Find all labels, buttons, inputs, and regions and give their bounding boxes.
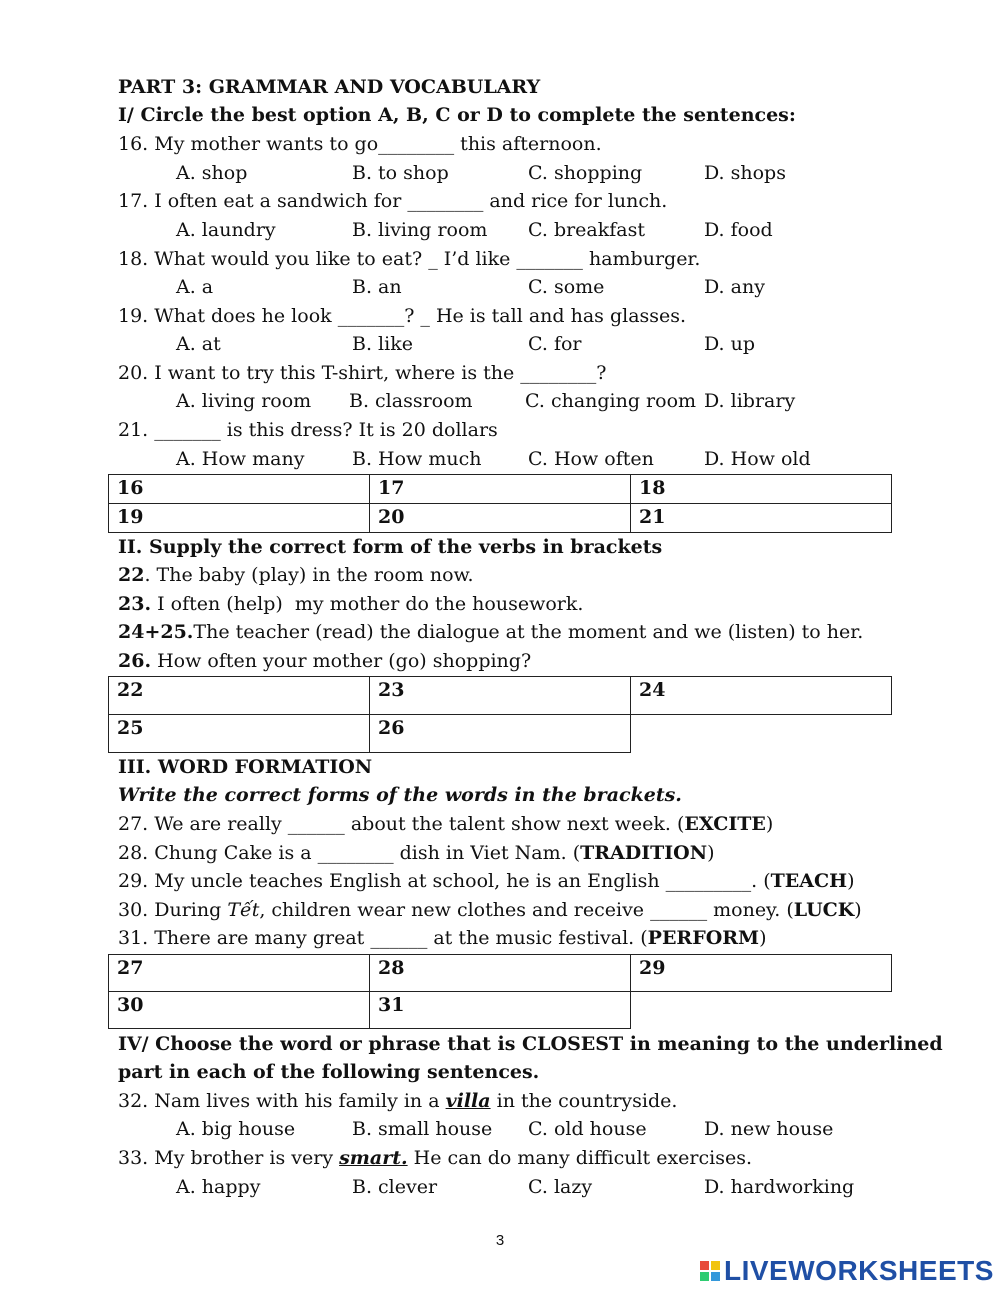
item-text: 31. There are many great ______ at the music festival. ( [118,927,648,949]
answer-cell-22[interactable]: 22 [109,677,370,715]
empty-cell [631,715,892,753]
item-text: 28. Chung Cake is a ________ dish in Viet Nam. ( [118,842,581,864]
answer-cell-19[interactable]: 19 [109,504,370,533]
page-number: 3 [495,1232,505,1249]
answer-cell-20[interactable]: 20 [370,504,631,533]
question-33 [118,1145,752,1171]
question-18: 18. What would you like to eat? _ I’d like _______ hamburger. [118,248,701,270]
italic-word: Tết [227,899,260,921]
word-item-30 [118,897,862,923]
item-end: ) [765,813,774,835]
option-19-d[interactable]: D. up [704,333,756,355]
item-text: 27. We are really ______ about the talent show next week. ( [118,813,685,835]
option-20-c[interactable]: C. changing room [525,390,697,412]
section3-heading: III. WORD FORMATION [118,756,373,778]
question-post: He can do many difficult exercises. [407,1147,752,1169]
option-18-b[interactable]: B. an [352,276,402,298]
root-word: EXCITE [684,813,766,835]
verb-item-22 [118,562,474,588]
answer-cell-24[interactable]: 24 [631,677,892,715]
answer-cell-18[interactable]: 18 [631,475,892,504]
question-pre: 33. My brother is very [118,1147,340,1169]
question-17: 17. I often eat a sandwich for ________ and rice for lunch. [118,190,668,212]
option-16-b[interactable]: B. to shop [352,162,449,184]
answer-cell-17[interactable]: 17 [370,475,631,504]
underlined-word: smart. [339,1147,408,1169]
question-32 [118,1088,677,1114]
answer-cell-30[interactable]: 30 [109,992,370,1029]
question-post: in the countryside. [490,1090,678,1112]
question-19: 19. What does he look _______? _ He is tall and has glasses. [118,305,687,327]
question-16: 16. My mother wants to go________ this afternoon. [118,133,602,155]
option-20-b[interactable]: B. classroom [349,390,473,412]
item-number: 23. [118,593,152,615]
answer-table-1 [108,474,892,533]
verb-item-26 [118,648,531,674]
option-16-a[interactable]: A. shop [176,162,248,184]
option-21-b[interactable]: B. How much [352,448,482,470]
word-item-29 [118,868,854,894]
verb-item-24-25 [118,619,863,645]
word-item-28 [118,840,715,866]
item-text: 29. My uncle teaches English at school, he is an English _________. ( [118,870,771,892]
answer-cell-21[interactable]: 21 [631,504,892,533]
answer-cell-27[interactable]: 27 [109,955,370,992]
item-pre: 30. During [118,899,228,921]
question-21: 21. _______ is this dress? It is 20 dollars [118,419,498,441]
item-number: 26. [118,650,152,672]
option-32-c[interactable]: C. old house [528,1118,647,1140]
answer-cell-25[interactable]: 25 [109,715,370,753]
option-21-a[interactable]: A. How many [176,448,305,470]
answer-table-3 [108,954,892,1029]
answer-cell-16[interactable]: 16 [109,475,370,504]
option-19-b[interactable]: B. like [352,333,413,355]
answer-cell-31[interactable]: 31 [370,992,631,1029]
item-end: ) [847,870,855,892]
liveworksheets-logo[interactable] [700,1254,994,1288]
option-21-c[interactable]: C. How often [528,448,654,470]
logo-block [711,1261,720,1270]
option-17-c[interactable]: C. breakfast [528,219,646,241]
answer-cell-29[interactable]: 29 [631,955,892,992]
answer-cell-28[interactable]: 28 [370,955,631,992]
root-word: PERFORM [647,927,760,949]
option-32-a[interactable]: A. big house [176,1118,296,1140]
option-33-d[interactable]: D. hardworking [704,1176,855,1198]
option-18-d[interactable]: D. any [704,276,765,298]
verb-item-23 [118,591,583,617]
logo-block [700,1261,709,1270]
item-text: . The baby (play) in the room now. [144,564,474,586]
root-word: TEACH [770,870,848,892]
option-33-b[interactable]: B. clever [352,1176,438,1198]
underlined-word: villa [445,1090,491,1112]
answer-cell-26[interactable]: 26 [370,715,631,753]
question-pre: 32. Nam lives with his family in a [118,1090,446,1112]
item-text: How often your mother (go) shopping? [151,650,532,672]
root-word: LUCK [793,899,855,921]
answer-table-2 [108,676,892,753]
answer-cell-23[interactable]: 23 [370,677,631,715]
item-number: 24+25. [118,621,194,643]
option-32-d[interactable]: D. new house [704,1118,834,1140]
question-20: 20. I want to try this T-shirt, where is the ________? [118,362,607,384]
option-17-d[interactable]: D. food [704,219,773,241]
section1-heading: I/ Circle the best option A, B, C or D to complete the sentences: [118,104,796,126]
option-19-a[interactable]: A. at [176,333,221,355]
option-33-c[interactable]: C. lazy [528,1176,593,1198]
word-item-27 [118,811,773,837]
option-17-b[interactable]: B. living room [352,219,488,241]
section3-instruction: Write the correct forms of the words in the brackets. [118,784,682,806]
option-17-a[interactable]: A. laundry [176,219,276,241]
section4-heading-line2: part in each of the following sentences. [118,1061,540,1083]
empty-cell [631,992,892,1029]
part-title: PART 3: GRAMMAR AND VOCABULARY [118,76,541,98]
item-number: 22 [118,564,145,586]
option-20-a[interactable]: A. living room [176,390,312,412]
option-19-c[interactable]: C. for [528,333,582,355]
logo-block [700,1272,709,1281]
logo-blocks-icon [700,1261,720,1281]
section4-heading-line1: IV/ Choose the word or phrase that is CLOSEST in meaning to the underlined [118,1033,943,1055]
option-33-a[interactable]: A. happy [176,1176,261,1198]
option-20-d[interactable]: D. library [704,390,796,412]
section2-heading: II. Supply the correct form of the verbs in brackets [118,536,663,558]
option-18-c[interactable]: C. some [528,276,605,298]
option-16-c[interactable]: C. shopping [528,162,643,184]
option-32-b[interactable]: B. small house [352,1118,493,1140]
word-item-31 [118,925,767,951]
option-16-d[interactable]: D. shops [704,162,786,184]
item-text: I often (help) my mother do the housework. [151,593,584,615]
item-end: ) [707,842,715,864]
root-word: TRADITION [580,842,708,864]
logo-text: LIVEWORKSHEETS [724,1255,994,1286]
item-text: The teacher (read) the dialogue at the moment and we (listen) to her. [193,621,864,643]
item-end: ) [854,899,862,921]
logo-block [711,1272,720,1281]
option-18-a[interactable]: A. a [176,276,214,298]
item-text: , children wear new clothes and receive ______ money. ( [259,899,794,921]
item-end: ) [759,927,767,949]
option-21-d[interactable]: D. How old [704,448,811,470]
